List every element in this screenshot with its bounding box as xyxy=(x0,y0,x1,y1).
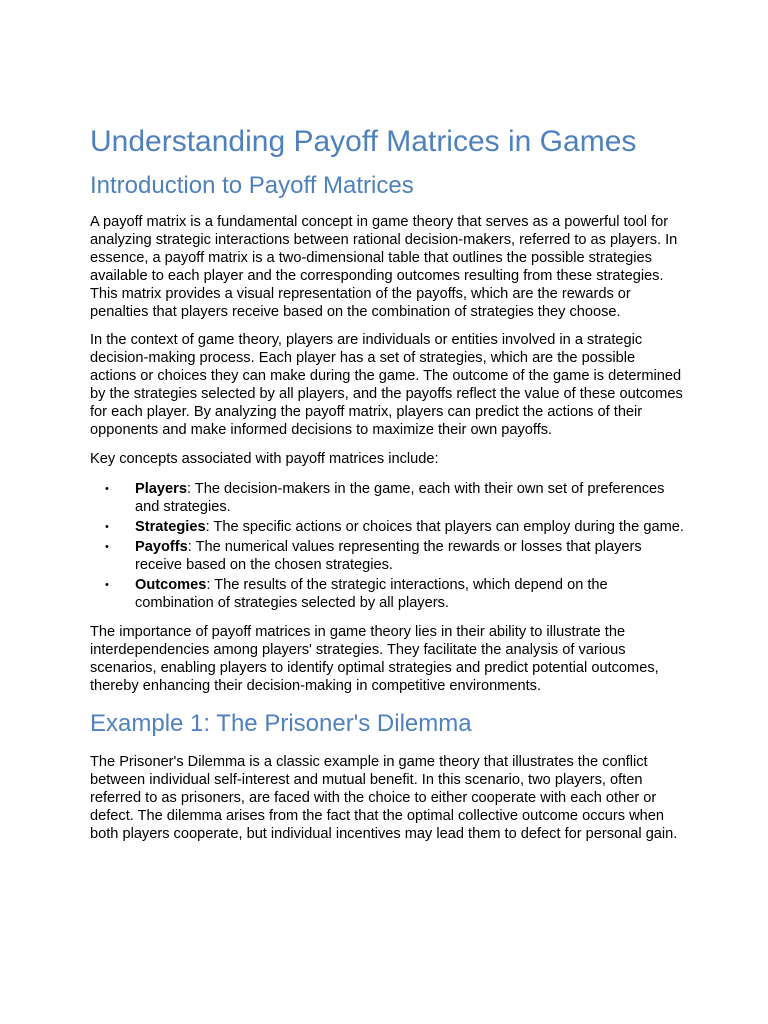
paragraph-game-theory-context: In the context of game theory, players are individuals or entities involved in a strategic decision-making process. Each player has a set of strategies, which are the possible actions or choices they can make during the game. The outcome of the game is determined by the strategies selected by all players, and the payoffs reflect the value of these outcomes for each player. By analyzing the payoff matrix, players can predict the actions of their opponents and make informed decisions to maximize their own payoffs. xyxy=(90,332,683,438)
list-item-text: : The results of the strategic interactions, which depend on the combination of strategies selected by all players. xyxy=(135,577,608,611)
paragraph-importance: The importance of payoff matrices in game theory lies in their ability to illustrate the interdependencies among players' strategies. They facilitate the analysis of various scenarios, enabling players to identify optimal strategies and predict potential outcomes, thereby enhancing their decision-making in competitive environments. xyxy=(90,624,659,694)
list-item-payoffs xyxy=(90,538,685,574)
section-heading-introduction: Introduction to Payoff Matrices xyxy=(90,172,414,199)
list-item-outcomes xyxy=(90,576,685,612)
bullet-icon: • xyxy=(105,521,109,533)
list-item-strategies xyxy=(90,518,685,536)
document-page xyxy=(90,124,685,843)
list-item-text: : The decision-makers in the game, each with their own set of preferences and strategies. xyxy=(135,481,665,515)
bullet-icon: • xyxy=(105,579,109,591)
section-heading-prisoners-dilemma: Example 1: The Prisoner's Dilemma xyxy=(90,710,472,737)
list-item-term: Players xyxy=(135,481,187,497)
document-title: Understanding Payoff Matrices in Games xyxy=(90,125,637,158)
list-item-term: Strategies xyxy=(135,519,206,535)
bullet-icon: • xyxy=(105,483,109,495)
list-item-players xyxy=(90,480,685,516)
list-item-term: Payoffs xyxy=(135,539,188,555)
list-item-text: : The specific actions or choices that players can employ during the game. xyxy=(205,519,684,535)
paragraph-payoff-matrix-definition: A payoff matrix is a fundamental concept in game theory that serves as a powerful tool for analyzing strategic interactions between rational decision-makers, referred to as players. In essence, a payoff matrix is a two-dimensional table that outlines the possible strategies available to each player and the corresponding outcomes resulting from these strategies. This matrix provides a visual representation of the payoffs, which are the rewards or penalties that players receive based on the combination of strategies they choose. xyxy=(90,214,678,320)
paragraph-prisoners-dilemma: The Prisoner's Dilemma is a classic example in game theory that illustrates the conflict between individual self-interest and mutual benefit. In this scenario, two players, often referred to as prisoners, are faced with the choice to either cooperate with each other or defect. The dilemma arises from the fact that the optimal collective outcome occurs when both players cooperate, but individual incentives may lead them to defect for personal gain. xyxy=(90,754,678,842)
bullet-icon: • xyxy=(105,541,109,553)
list-item-term: Outcomes xyxy=(135,577,207,593)
paragraph-key-concepts-intro: Key concepts associated with payoff matrices include: xyxy=(90,451,439,467)
key-concepts-list xyxy=(90,480,685,612)
list-item-text: : The numerical values representing the rewards or losses that players receive based on the chosen strategies. xyxy=(135,539,642,573)
